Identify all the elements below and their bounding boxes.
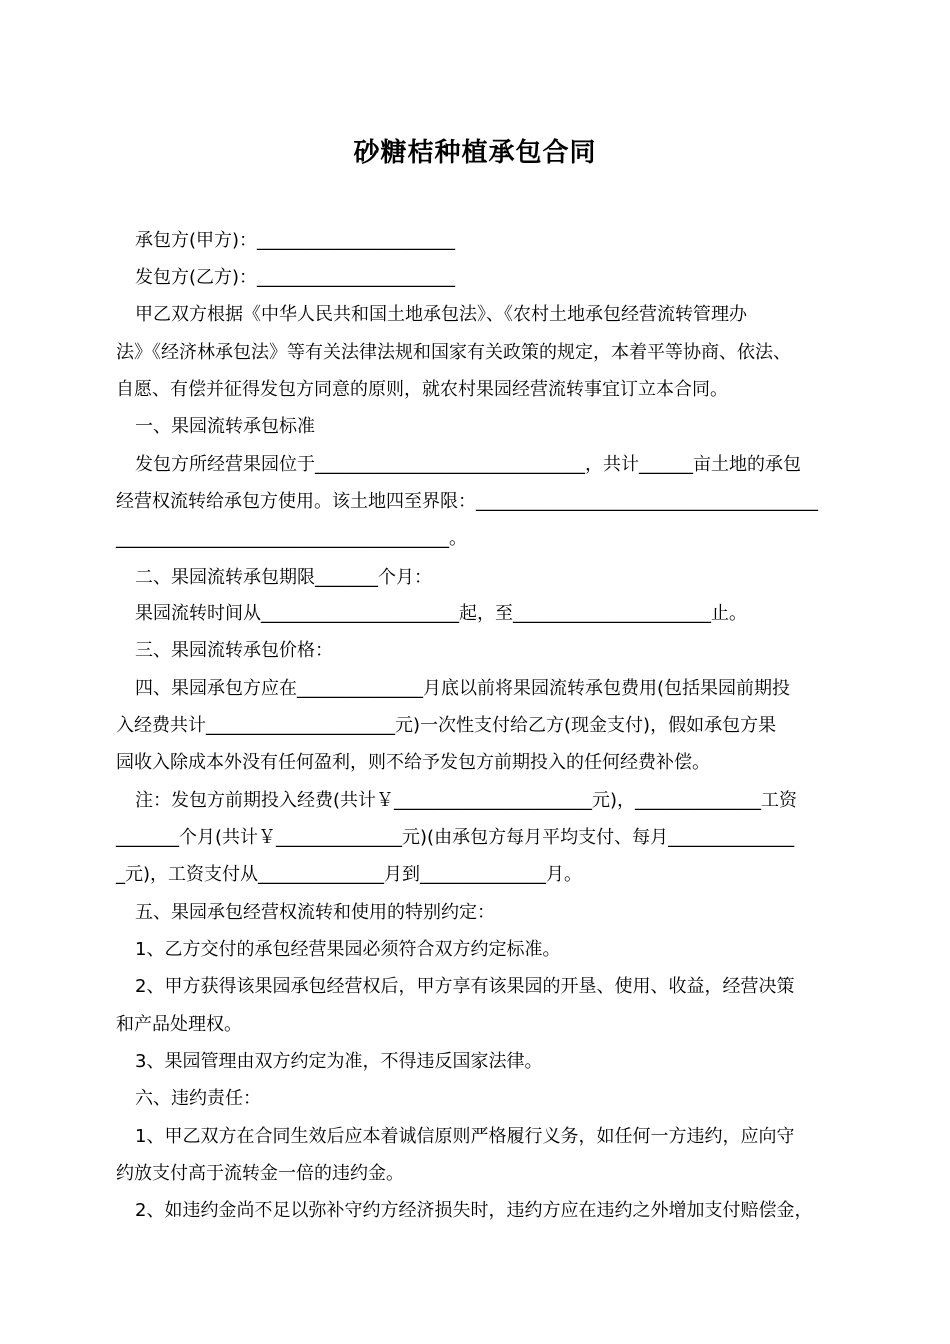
section-5-line: 2、甲方获得该果园承包经营权后，甲方享有该果园的开垦、使用、收益，经营决策 <box>135 976 795 997</box>
party-b-line: 发包方(乙方)：______________________ <box>135 267 456 288</box>
section-6-line: 1、甲乙双方在合同生效后应本着诚信原则严格履行义务，如任何一方违约，应向守 <box>135 1126 795 1147</box>
section-6-line: 约放支付高于流转金一倍的违约金。 <box>116 1163 404 1184</box>
document-title: 砂糖桔种植承包合同 <box>353 138 597 168</box>
section-4-line: 四、果园承包方应在______________月底以前将果园流转承包费用(包括果园前期投 <box>135 678 791 699</box>
section-heading: 三、果园流转承包价格： <box>135 640 333 661</box>
section-4-line: 园收入除成本外没有任何盈利，则不给予发包方前期投入的任何经费补偿。 <box>116 752 710 773</box>
preamble-line: 甲乙双方根据《中华人民共和国土地承包法》、《农村土地承包经营流转管理办 <box>135 304 747 325</box>
note-line: _______个月(共计￥______________元)(由承包方每月平均支付、每月______________ <box>116 827 795 848</box>
section-heading: 五、果园承包经营权流转和使用的特别约定： <box>135 902 495 923</box>
section-6-line: 2、如违约金尚不足以弥补守约方经济损失时，违约方应在违约之外增加支付赔偿金， <box>135 1200 813 1221</box>
section-heading: 六、违约责任： <box>135 1088 261 1109</box>
section-5-line: 3、果园管理由双方约定为准，不得违反国家法律。 <box>135 1051 543 1072</box>
section-1-line: _____________________________________。 <box>116 528 467 549</box>
section-1-line: 发包方所经营果园位于______________________________，共计______亩土地的承包 <box>135 454 801 475</box>
section-5-line: 1、乙方交付的承包经营果园必须符合双方约定标准。 <box>135 939 561 960</box>
note-line: 注：发包方前期投入经费(共计￥______________________元)，______________工资 <box>135 790 798 811</box>
section-2-line: 果园流转时间从______________________起，至______________________止。 <box>135 603 747 624</box>
note-line: _元)，工资支付从______________月到______________月。 <box>116 864 583 885</box>
section-heading: 一、果园流转承包标准 <box>135 416 315 437</box>
preamble-line: 法》《经济林承包法》等有关法律法规和国家有关政策的规定，本着平等协商、依法、 <box>116 342 791 363</box>
party-a-line: 承包方(甲方)：______________________ <box>135 230 456 251</box>
section-heading: 二、果园流转承包期限_______个月： <box>135 567 432 588</box>
section-4-line: 入经费共计_____________________元)一次性支付给乙方(现金支付)，假如承包方果 <box>116 715 777 736</box>
section-5-line: 和产品处理权。 <box>116 1014 242 1035</box>
preamble-line: 自愿、有偿并征得发包方同意的原则，就农村果园经营流转事宜订立本合同。 <box>116 379 728 400</box>
section-1-line: 经营权流转给承包方使用。该土地四至界限：______________________________________ <box>116 491 818 512</box>
